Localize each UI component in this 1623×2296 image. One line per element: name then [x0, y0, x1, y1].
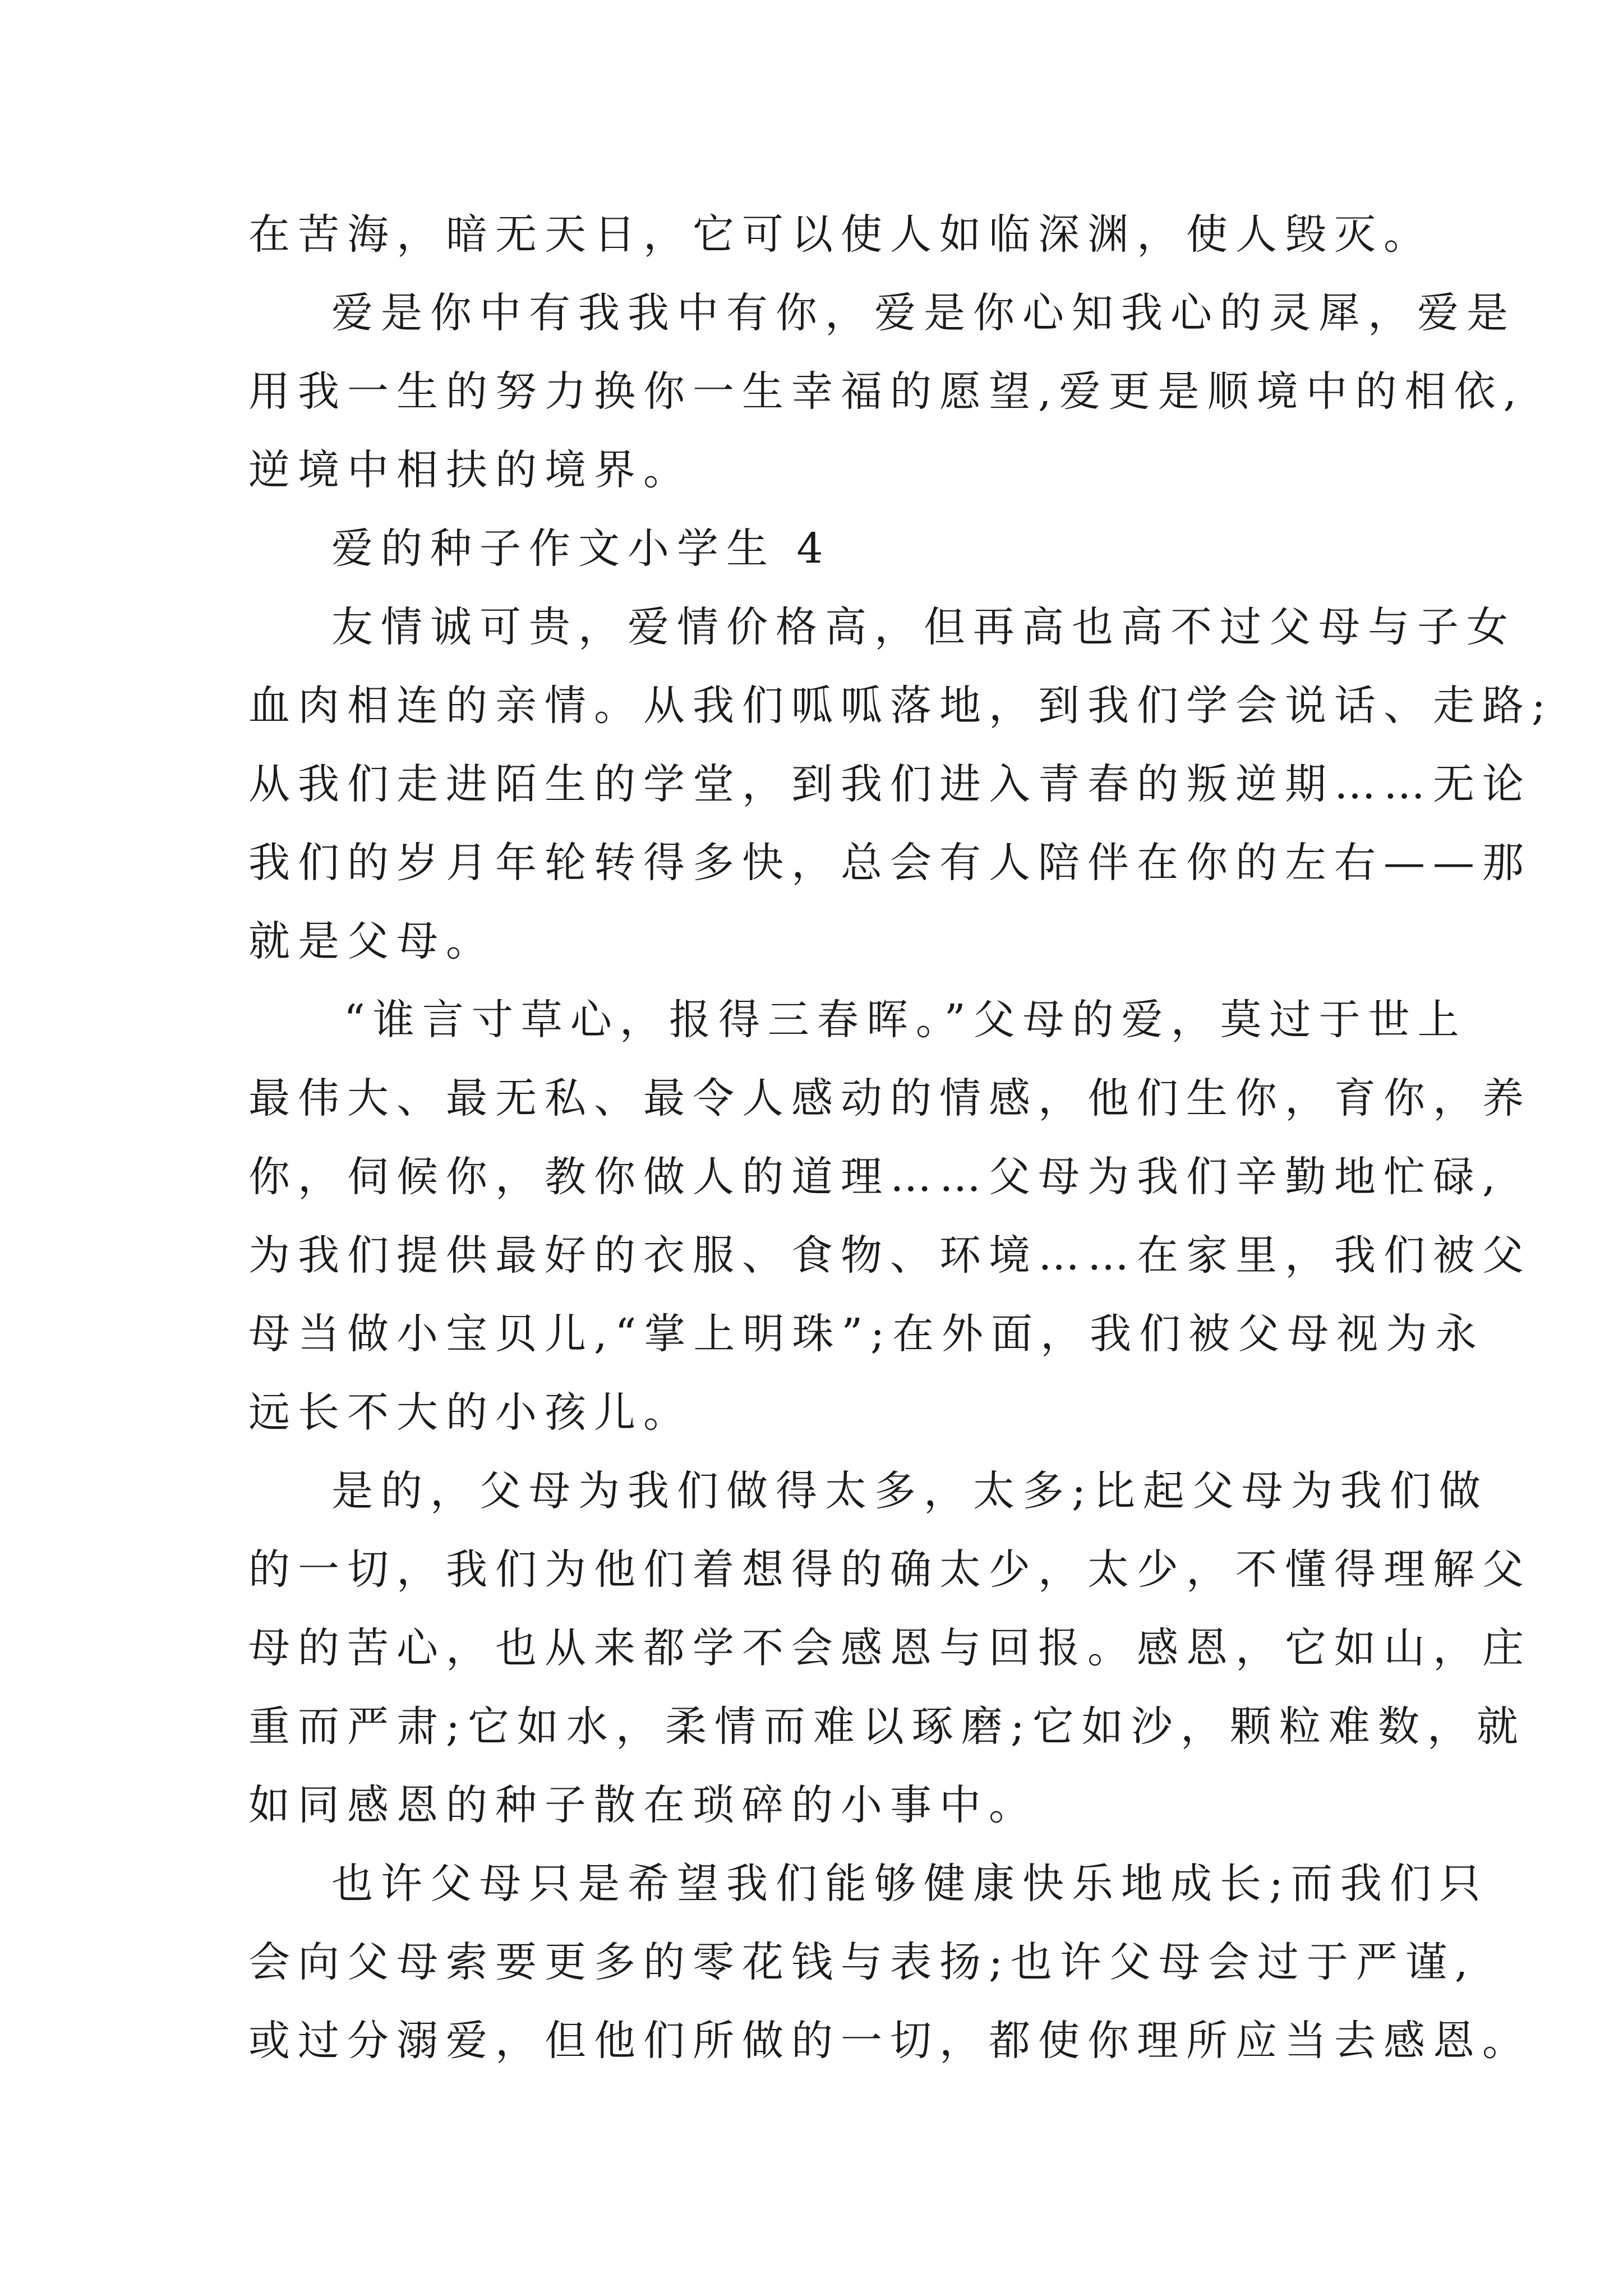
text-line: “谁言寸草心，报得三春晖。”父母的爱，莫过于世上 [344, 996, 1467, 1044]
section-heading [248, 509, 1426, 588]
text-line: 就是父母。 [248, 917, 495, 965]
text-line: 友情诚可贵，爱情价格高，但再高也高不过父母与子女 [331, 603, 1516, 651]
text-line: 在苦海，暗无天日，它可以使人如临深渊，使人毁灭。 [248, 210, 1433, 259]
text-line: 会向父母索要更多的零花钱与表扬;也许父母会过于严谨, [248, 1938, 1476, 1986]
text-line: 也许父母只是希望我们能够健康快乐地成长;而我们只 [331, 1860, 1488, 1908]
paragraph [248, 981, 1532, 1452]
text-line: 如同感恩的种子散在琐碎的小事中。 [248, 1781, 1038, 1829]
text-line: 母当做小宝贝儿,“掌上明珠”;在外面，我们被父母视为永 [248, 1310, 1485, 1358]
text-line: 血肉相连的亲情。从我们呱呱落地，到我们学会说话、走路; [248, 682, 1553, 730]
text-line: 你，伺候你，教你做人的道理……父母为我们辛勤地忙碌, [248, 1153, 1504, 1201]
text-line: 远长不大的小孩儿。 [248, 1388, 693, 1437]
text-line: 为我们提供最好的衣服、食物、环境……在家里，我们被父 [248, 1231, 1532, 1280]
text-line: 用我一生的努力换你一生幸福的愿望,爱更是顺境中的相依, [248, 367, 1525, 416]
text-line: 或过分溺爱，但他们所做的一切，都使你理所应当去感恩。 [248, 2017, 1532, 2065]
text-line: 是的，父母为我们做得太多，太多;比起父母为我们做 [331, 1467, 1488, 1515]
paragraph [248, 588, 1553, 981]
text-line: 逆境中相扶的境界。 [248, 446, 693, 494]
text-line: 的一切，我们为他们着想得的确太少，太少，不懂得理解父 [248, 1545, 1532, 1594]
text-line: 最伟大、最无私、最令人感动的情感，他们生你，育你，养 [248, 1074, 1532, 1122]
text-line: 爱是你中有我我中有你，爱是你心知我心的灵犀，爱是 [331, 289, 1516, 337]
paragraph [248, 1452, 1532, 1844]
text-line: 重而严肃;它如水，柔情而难以琢磨;它如沙，颗粒难数，就 [248, 1703, 1526, 1751]
paragraph-continuation [248, 195, 1433, 274]
paragraph [248, 1844, 1532, 2080]
text-line: 母的苦心，也从来都学不会感恩与回报。感恩，它如山，庄 [248, 1624, 1532, 1672]
text-line: 从我们走进陌生的学堂，到我们进入青春的叛逆期……无论 [248, 760, 1532, 808]
document-body [248, 195, 1553, 2080]
heading-line: 爱的种子作文小学生 4 [331, 524, 831, 573]
paragraph [248, 274, 1525, 509]
text-line: 我们的岁月年轮转得多快，总会有人陪伴在你的左右——那 [248, 839, 1532, 887]
